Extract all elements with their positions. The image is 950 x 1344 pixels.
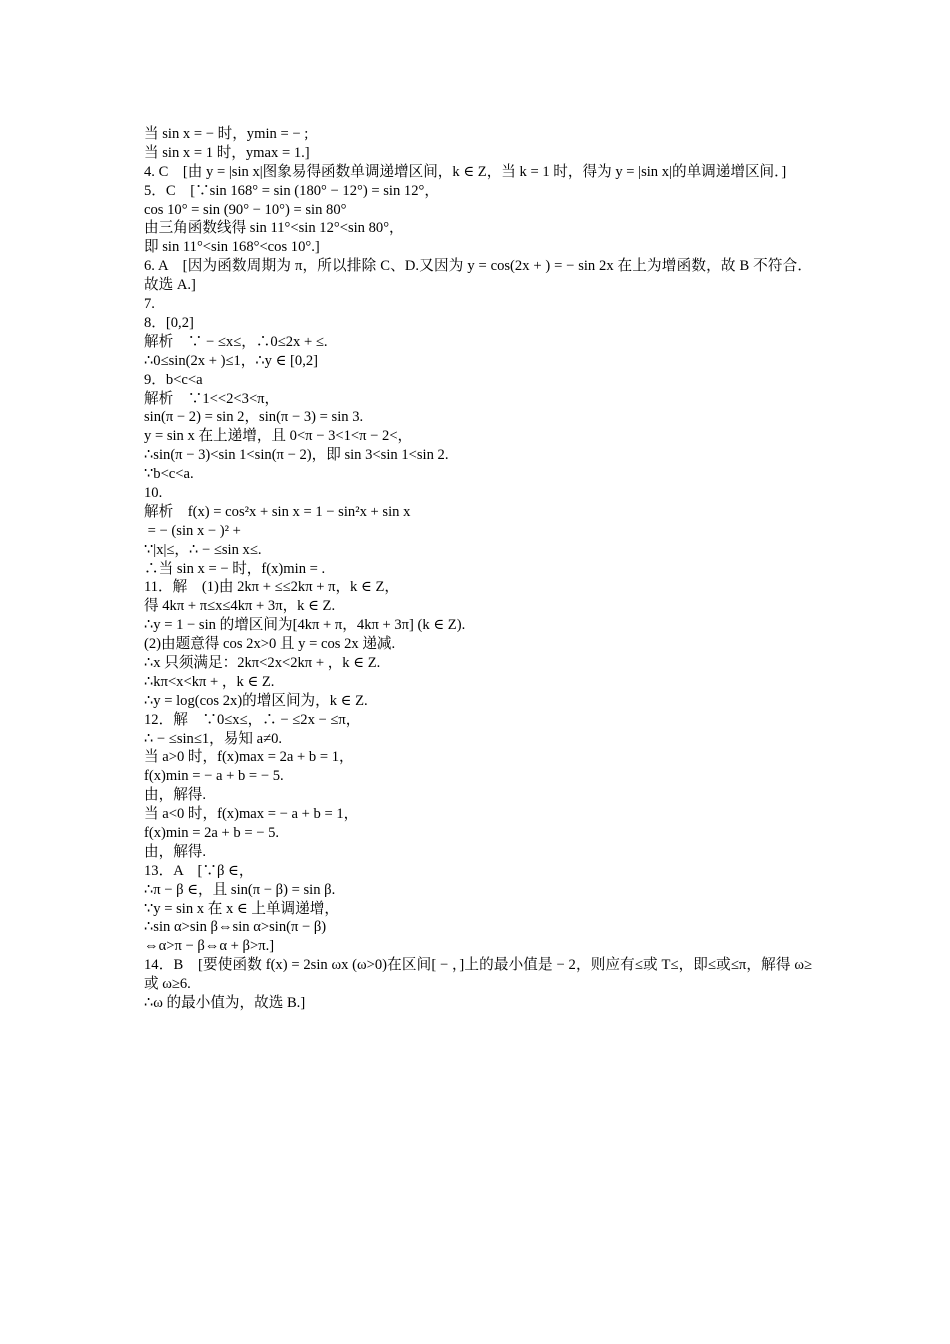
text-line: 4. C [由 y = |sin x|图象易得函数单调递增区间，k ∈ Z，当 k = 1 时，得为 y = |sin x|的单调递增区间．] [144,163,787,180]
text-line: ∴y = 1 − sin 的增区间为[4kπ + π，4kπ + 3π] (k ∈ Z). [144,617,466,634]
text-line: 12．解 ∵0≤x≤，∴ − ≤2x − ≤π， [144,711,361,728]
text-line: 6. A [因为函数周期为 π，所以排除 C、D.又因为 y = cos(2x + ) = − sin 2x 在上为增函数，故 B 不符合．故选 A.] [144,258,812,294]
text-line: ∴sin α>sin β⇔sin α>sin(π − β) [144,919,327,936]
text-line: 10. [144,484,163,501]
text-line: 得 4kπ + π≤x≤4kπ + 3π，k ∈ Z. [144,598,336,615]
text-line: f(x)min = − a + b = − 5. [144,768,284,785]
text-line: = − (sin x − )² + [144,522,241,539]
text-line: f(x)min = 2a + b = − 5. [144,825,280,841]
text-line: 由三角函数线得 sin 11°<sin 12°<sin 80°， [144,220,404,237]
text-line: 当 a<0 时，f(x)max = − a + b = 1， [144,806,359,823]
text-line: 8．[0,2] [144,314,194,331]
text-line: 当 sin x = 1 时，ymax = 1.] [144,144,310,161]
text-line: ∴kπ<x<kπ + ，k ∈ Z. [144,673,275,690]
text-line: ∴ω 的最小值为，故选 B.] [144,995,306,1012]
text-line: 解析 ∵ − ≤x≤，∴0≤2x + ≤. [144,333,328,350]
text-line: 13．A [∵β ∈， [144,862,254,879]
text-line: ∴0≤sin(2x + )≤1，∴y ∈ [0,2] [144,352,319,369]
text-line: ∴当 sin x = − 时，f(x)min = . [144,560,326,577]
text-line: ∴ − ≤sin≤1，易知 a≠0. [144,730,283,747]
text-line: 11．解 (1)由 2kπ + ≤≤2kπ + π，k ∈ Z， [144,579,399,596]
text-line: 解析 f(x) = cos²x + sin x = 1 − sin²x + sin x [144,503,411,520]
text-line: ∴x 只须满足：2kπ<2x<2kπ + ，k ∈ Z. [144,654,381,671]
text-line: (2)由题意得 cos 2x>0 且 y = cos 2x 递减. [144,636,396,653]
text-line: ∵y = sin x 在 x ∈ 上单调递增， [144,900,339,917]
text-line: 由，解得. [144,843,207,860]
text-line: 当 a>0 时，f(x)max = 2a + b = 1， [144,749,354,766]
text-line: 14．B [要使函数 f(x) = 2sin ωx (ω>0)在区间[ − ，]上的最小值是 − 2，则应有≤或 T≤，即≤或≤π，解得 ω≥或 ω≥6. [144,957,812,993]
text-line: 由，解得. [144,787,207,804]
text-line: 5．C [∵sin 168° = sin (180° − 12°) = sin 12°， [144,182,439,199]
text-line: 当 sin x = − 时，ymin = − ; [144,126,309,142]
text-line: cos 10° = sin (90° − 10°) = sin 80° [144,201,347,218]
text-line: ∴y = log(cos 2x)的增区间为，k ∈ Z. [144,692,368,709]
solution-text [144,125,812,1013]
text-line: ∴π − β ∈，且 sin(π − β) = sin β. [144,881,336,898]
text-line: 即 sin 11°<sin 168°<cos 10°.] [144,239,320,256]
text-line: y = sin x 在上递增，且 0<π − 3<1<π − 2<， [144,428,413,445]
text-line: ∵b<c<a. [144,466,194,483]
text-line: ∵|x|≤，∴ − ≤sin x≤. [144,541,262,558]
text-line: 7. [144,296,155,313]
text-line: 9．b<c<a [144,371,203,388]
text-line: ⇔α>π − β⇔α + β>π.] [144,938,275,955]
text-line: ∴sin(π − 3)<sin 1<sin(π − 2)，即 sin 3<sin 1<sin 2. [144,447,449,464]
text-line: 解析 ∵1<<2<3<π， [144,390,280,407]
text-line: sin(π − 2) = sin 2，sin(π − 3) = sin 3. [144,409,364,426]
